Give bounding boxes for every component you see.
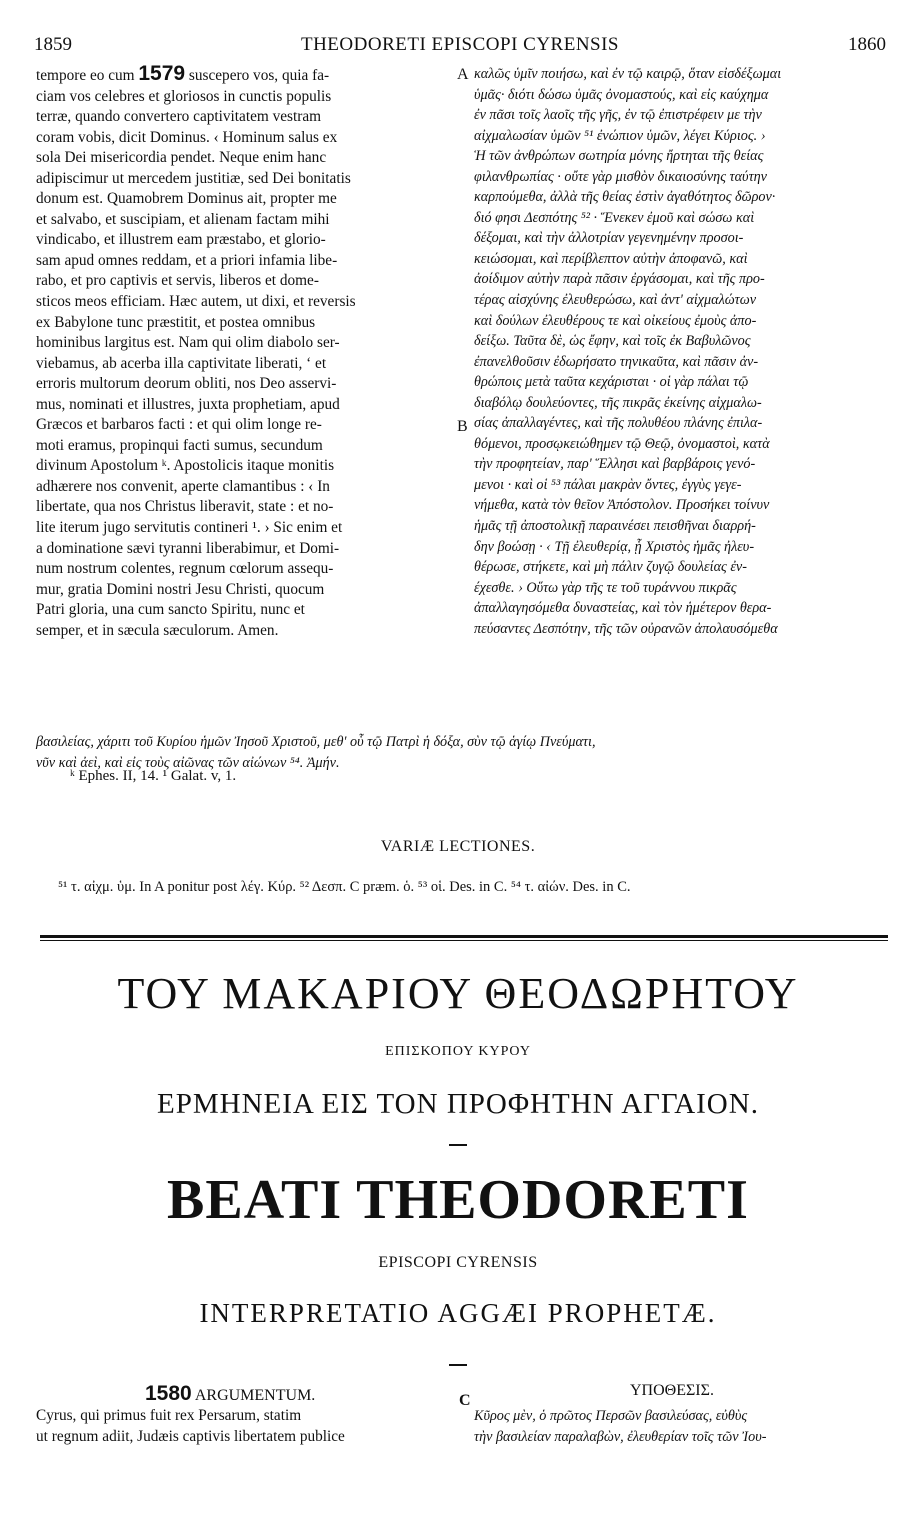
- greek-line: σίας ἀπαλλαγέντες, καὶ τῆς πολυθέου πλάνης ἐπιλα-: [474, 415, 763, 432]
- greek-line: δην βοώσῃ · ‹ Τῇ ἐλευθερίᾳ, ᾗ Χριστὸς ἡμᾶς ἠλευ-: [474, 538, 755, 555]
- greek-line: ὑμᾶς· διότι δώσω ὑμᾶς ὀνομαστούς, καὶ εἰς καύχημα: [474, 86, 769, 103]
- greek-line: φιλανθρωπίας · οὔτε γὰρ μισθὸν δικαιοσύνης ταύτην: [474, 168, 767, 185]
- variae-lectiones-text: ⁵¹ τ. αἰχμ. ὑμ. In A ponitur post λέγ. Κύρ. ⁵² Δεσπ. C præm. ὁ. ⁵³ οἱ. Des. in C. ⁵⁴ τ. αἰών. Des. in C.: [58, 879, 631, 895]
- greek-line: νήμεθα, κατὰ τὸν θεῖον Ἀπόστολον. Προσήκει τοίνυν: [474, 497, 770, 514]
- greek-line: διό φησι Δεσπότης ⁵² · Ἕνεκεν ἐμοῦ καὶ σώσω καὶ: [474, 209, 755, 226]
- latin-line: vindicabo, et illustrem eam præstabo, et glorio-: [36, 231, 326, 249]
- margin-mark-c: C: [459, 1392, 471, 1409]
- latin-line: hominibus largitus est. Nam qui olim diabolo ser-: [36, 334, 340, 352]
- latin-title: BEATI THEODORETI: [167, 1169, 749, 1231]
- greek-line: μενοι · καὶ οἱ ⁵³ πάλαι μακρὰν ὄντες, ἐγγὺς γεγε-: [474, 476, 742, 493]
- latin-line: ex Babylone tunc præstitit, et postea omnibus: [36, 313, 316, 331]
- footnotes: ᵏ Ephes. II, 14. ¹ Galat. v, 1.: [70, 768, 237, 784]
- latin-line: rabo, et pro captivis et servis, liberos et dome-: [36, 272, 319, 290]
- greek-line: δέξομαι, καὶ τὴν ἀλλοτρίαν γεγενημένην προσοι-: [474, 230, 744, 247]
- greek-line: ἀπαλλαγησόμεθα δυναστείας, καὶ τὸν ἡμέτερον θερα-: [474, 600, 772, 617]
- greek-line: ἀοίδιμον αὐτὴν παρὰ πᾶσιν ἐργάσομαι, καὶ τῆς προ-: [474, 271, 765, 288]
- greek-line: διαβόλῳ δουλεύοντες, τῆς πικρᾶς ἐκείνης αἰχμαλω-: [474, 394, 762, 411]
- latin-line: mus, nominati et illustres, juxta prophetiam, apud: [36, 395, 340, 413]
- greek-line: Ἡ τῶν ἀνθρώπων σωτηρία μόνης ἤρτηται τῆς θείας: [474, 148, 764, 165]
- latin-column: [36, 64, 454, 641]
- latin-line: coram vobis, dicit Dominus. ‹ Hominum salus ex: [36, 128, 338, 146]
- greek-line: αἰχμαλωσίαν ὑμῶν ⁵¹ ἐνώπιον ὑμῶν, λέγει Κύριος. ›: [474, 127, 766, 144]
- latin-line: sam apud omnes reddam, et a priori infamia libe-: [36, 251, 338, 269]
- margin-mark-a: A: [457, 66, 469, 83]
- latin-line: ciam vos celebres et gloriosos in cunctis populis: [36, 87, 332, 105]
- margin-mark-b: B: [457, 418, 468, 435]
- greek-line: θρώποις μετὰ ταῦτα κεχάρισται · οἱ γὰρ πάλαι τῷ: [474, 374, 749, 391]
- greek-line: καλῶς ὑμῖν ποιήσω, καὶ ἐν τῷ καιρῷ, ὅταν εἰσδέξωμαι: [474, 66, 782, 82]
- section-rule: [40, 935, 888, 938]
- greek-title: ΤΟΥ ΜΑΚΑΡΙΟΥ ΘΕΟΔΩΡΗΤΟΥ: [117, 969, 799, 1018]
- argument-latin-text: [36, 1406, 454, 1447]
- latin-line: divinum Apostolum ᵏ. Apostolicis itaque monitis: [36, 457, 335, 475]
- title-dash: [449, 1364, 467, 1366]
- greek-line: ἡμᾶς τῇ ἀποστολικῇ παραινέσει πεισθῆναι διαρρή-: [474, 518, 756, 535]
- latin-line: libertate, qua nos Christus liberavit, state : et no-: [36, 498, 334, 516]
- column-number: 1580: [145, 1382, 192, 1405]
- greek-line: τὴν προφητείαν, παρ' Ἕλλησι καὶ βαρβάροις γενό-: [474, 456, 756, 473]
- latin-line: num nostrum colentes, regnum cœlorum assequ-: [36, 560, 334, 578]
- greek-line: έχεσθε. › Οὕτω γὰρ τῆς τε τοῦ τυράννου πικρᾶς: [474, 579, 737, 596]
- greek-line: θόμενοι, προσῳκειώθημεν τῷ Θεῷ, ὀνομαστοὶ, κατὰ: [474, 435, 770, 452]
- latin-line: adhærere nos convenit, aperte clamantibus : ‹ In: [36, 477, 330, 495]
- running-title: THEODORETI EPISCOPI CYRENSIS: [300, 34, 620, 55]
- latin-line: et salvabo, et suscipiam, et alienam factam mihi: [36, 210, 330, 228]
- latin-line: Patri gloria, una cum sancto Spiritu, nunc et: [36, 601, 305, 619]
- latin-line: donum est. Quamobrem Dominus ait, propter me: [36, 190, 337, 208]
- latin-line: semper, et in sæcula sæculorum. Amen.: [36, 621, 279, 639]
- greek-line: ἐπανελθοῦσιν ἐδωρήσατο τηνικαῦτα, καὶ πᾶσιν ἀν-: [474, 353, 759, 370]
- variae-lectiones-heading: VARIÆ LECTIONES.: [380, 838, 536, 855]
- greek-line: πεύσαντες Δεσπότην, τῆς τῶν οὐρανῶν ἀπολαυσόμεθα: [474, 620, 778, 637]
- latin-line: Cyrus, qui primus fuit rex Persarum, statim: [36, 1407, 302, 1424]
- greek-line: καρπούμεθα, ἀλλὰ τῆς θείας ἐστὶν ἀγαθότητος δῶρον·: [474, 189, 776, 206]
- latin-line: viebamus, ab acerba illa captivitate liberati, ‘ et: [36, 354, 327, 372]
- greek-subtitle: ΕΠΙΣΚΟΠΟΥ ΚΥΡΟΥ: [385, 1044, 531, 1059]
- latin-line: terræ, quando convertero captivitatem vestram: [36, 108, 322, 126]
- greek-line: καὶ δούλων ἐλευθέρους τε καὶ οἰκείους ἐμοὺς ἀπο-: [474, 312, 757, 329]
- latin-subtitle: EPISCOPI CYRENSIS: [378, 1254, 538, 1271]
- argument-heading-latin: 1580 ARGUMENTUM.: [145, 1382, 316, 1405]
- latin-line: moti eramus, propinqui facti sumus, secundum: [36, 436, 323, 454]
- latin-line: adipiscimur ut mercedem justitiæ, sed Dei bonitatis: [36, 169, 351, 187]
- latin-line: a dominatione sævi tyranni liberabimur, et Domi-: [36, 539, 340, 557]
- latin-line: Græcos et barbaros facti : et qui olim longe re-: [36, 416, 322, 434]
- greek-line: τέρας αἰσχύνης ἐλευθερώσω, καὶ ἀντ' αἰχμαλώτων: [474, 292, 757, 309]
- page-number-right: 1860: [848, 34, 886, 55]
- greek-line: κειώσομαι, καὶ περίβλεπτον αὐτὴν ἀποφανῶ, καὶ: [474, 250, 748, 267]
- latin-line: erroris multorum deorum obliti, nos Deo asservi-: [36, 375, 337, 393]
- greek-column: [474, 64, 888, 639]
- argument-heading-greek: ΥΠΟΘΕΣΙΣ.: [630, 1382, 714, 1399]
- latin-line: tempore eo cum 1579 suscepero vos, quia fa-: [36, 62, 330, 85]
- spanning-line: βασιλείας, χάριτι τοῦ Κυρίου ἡμῶν Ἰησοῦ Χριστοῦ, μεθ' οὗ τῷ Πατρὶ ἡ δόξα, σὺν τῷ ἁγίῳ Πνεύματι,: [36, 734, 596, 750]
- greek-line: ἐν πᾶσι τοῖς λαοῖς τῆς γῆς, ἐν τῷ ἐπιστρέφειν με τὴν: [474, 107, 762, 124]
- latin-line: ut regnum adiit, Judæis captivis libertatem publice: [36, 1427, 345, 1445]
- greek-spanning-text: [36, 732, 888, 773]
- title-dash: [449, 1144, 467, 1146]
- greek-work-title: ΕΡΜΗΝΕΙΑ ΕΙΣ ΤΟΝ ΠΡΟΦΗΤΗΝ ΑΓΓΑΙΟΝ.: [157, 1088, 759, 1120]
- greek-line: Κῦρος μὲν, ὁ πρῶτος Περσῶν βασιλεύσας, εὐθὺς: [474, 1408, 748, 1424]
- latin-line: mur, gratia Domini nostri Jesu Christi, quocum: [36, 580, 325, 598]
- latin-work-title: INTERPRETATIO AGGÆI PROPHETÆ.: [199, 1298, 717, 1328]
- greek-line: δείξω. Ταῦτα δὲ, ὡς ἔφην, καὶ τοῖς ἐκ Βαβυλῶνος: [474, 333, 751, 350]
- greek-line: τὴν βασιλείαν παραλαβὼν, ἐλευθερίαν τοῖς τῶν Ἰου-: [474, 1428, 767, 1445]
- column-number: 1579: [138, 62, 186, 85]
- page-number-left: 1859: [34, 34, 72, 55]
- latin-line: lite iterum jugo servitutis contineri ¹. › Sic enim et: [36, 519, 343, 537]
- greek-line: θέρωσε, στήκετε, καὶ μὴ πάλιν ζυγῷ δουλείας ἐν-: [474, 559, 747, 576]
- latin-line: sticos meos efficiam. Hæc autem, ut dixi, et reversis: [36, 293, 356, 311]
- latin-line: sola Dei misericordia pendet. Neque enim hanc: [36, 149, 327, 167]
- spanning-line: νῦν καὶ ἀεὶ, καὶ εἰς τοὺς αἰῶνας τῶν αἰώνων ⁵⁴. Ἀμήν.: [36, 754, 340, 771]
- page-header: [34, 34, 886, 58]
- argument-greek-text: [474, 1406, 888, 1447]
- section-rule-thin: [40, 940, 888, 941]
